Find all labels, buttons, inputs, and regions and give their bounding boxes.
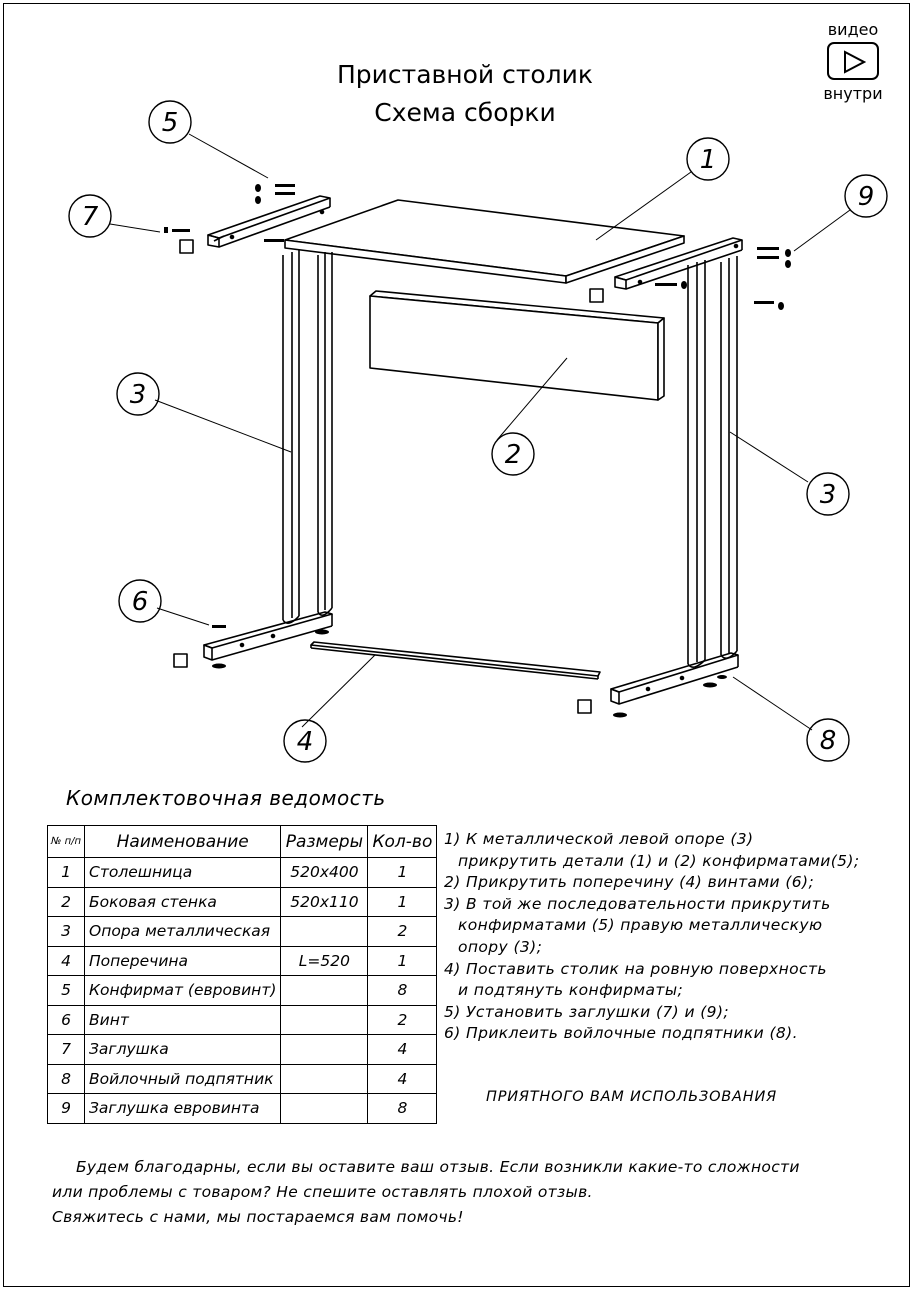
row-qty: 2 bbox=[368, 917, 437, 947]
row-size bbox=[281, 1064, 368, 1094]
row-qty: 1 bbox=[368, 887, 437, 917]
assembly-instructions bbox=[444, 829, 859, 1045]
spec-row bbox=[48, 946, 437, 976]
callout-6: 6 bbox=[131, 587, 149, 617]
row-name: Опора металлическая bbox=[85, 917, 281, 947]
callout-4: 4 bbox=[296, 727, 314, 757]
row-qty: 4 bbox=[368, 1035, 437, 1065]
row-qty: 2 bbox=[368, 1005, 437, 1035]
row-number: 7 bbox=[48, 1035, 85, 1065]
row-name: Войлочный подпятник bbox=[85, 1064, 281, 1094]
row-size: 520x400 bbox=[281, 858, 368, 888]
row-number: 8 bbox=[48, 1064, 85, 1094]
row-number: 6 bbox=[48, 1005, 85, 1035]
row-size bbox=[281, 917, 368, 947]
side-panel-part bbox=[370, 291, 664, 400]
instruction-line: конфирматами (5) правую металлическую bbox=[458, 916, 823, 935]
row-name: Винт bbox=[85, 1005, 281, 1035]
row-qty: 8 bbox=[368, 976, 437, 1006]
title-line-2: Схема сборки bbox=[374, 98, 556, 127]
callout-5: 5 bbox=[161, 108, 179, 138]
callout-1: 1 bbox=[699, 145, 717, 175]
spec-header-row bbox=[48, 826, 437, 858]
callout-7: 7 bbox=[81, 202, 99, 232]
col-header-number: № п/п bbox=[48, 826, 85, 858]
callout-2: 2 bbox=[504, 440, 522, 470]
row-size bbox=[281, 976, 368, 1006]
row-size bbox=[281, 1005, 368, 1035]
row-name: Заглушка евровинта bbox=[85, 1094, 281, 1124]
spec-row bbox=[48, 917, 437, 947]
instruction-line: 2) Прикрутить поперечину (4) винтами (6); bbox=[444, 873, 815, 892]
spec-row bbox=[48, 1094, 437, 1124]
row-number: 1 bbox=[48, 858, 85, 888]
row-size: 520x110 bbox=[281, 887, 368, 917]
video-label-bottom: внутри bbox=[823, 84, 883, 103]
video-label-top: видео bbox=[827, 20, 879, 39]
instruction-line: и подтянуть конфирматы; bbox=[458, 981, 684, 1000]
spec-row bbox=[48, 976, 437, 1006]
spec-title: Комплектовочная ведомость bbox=[66, 786, 386, 810]
row-name: Конфирмат (евровинт) bbox=[85, 976, 281, 1006]
row-qty: 1 bbox=[368, 946, 437, 976]
instruction-line: 6) Приклеить войлочные подпятники (8). bbox=[444, 1024, 798, 1043]
row-number: 4 bbox=[48, 946, 85, 976]
row-size bbox=[281, 1094, 368, 1124]
row-qty: 1 bbox=[368, 858, 437, 888]
spec-row bbox=[48, 1035, 437, 1065]
row-number: 2 bbox=[48, 887, 85, 917]
instruction-line: опору (3); bbox=[458, 937, 543, 956]
row-size: L=520 bbox=[281, 946, 368, 976]
left-support-part bbox=[204, 196, 332, 660]
instruction-line: 1) К металлической левой опоре (3) bbox=[444, 830, 754, 848]
closing-message: ПРИЯТНОГО ВАМ ИСПОЛЬЗОВАНИЯ bbox=[486, 1089, 777, 1105]
instruction-line: прикрутить детали (1) и (2) конфирматами(5); bbox=[458, 851, 860, 870]
spec-row bbox=[48, 1005, 437, 1035]
callout-9: 9 bbox=[857, 182, 875, 212]
col-header-size: Размеры bbox=[281, 826, 368, 858]
row-name: Поперечина bbox=[85, 946, 281, 976]
spec-row bbox=[48, 1064, 437, 1094]
feedback-line-2: или проблемы с товаром? Не спешите оставлять плохой отзыв. bbox=[52, 1183, 593, 1201]
callout-8: 8 bbox=[819, 726, 837, 756]
feedback-line-1: Будем благодарны, если вы оставите ваш отзыв. Если возникли какие-то сложности bbox=[76, 1158, 800, 1176]
callout-3-left: 3 bbox=[129, 380, 147, 410]
row-number: 9 bbox=[48, 1094, 85, 1124]
feedback-note bbox=[52, 1155, 800, 1230]
tabletop-part bbox=[285, 200, 684, 283]
title-line-1: Приставной столик bbox=[336, 60, 594, 89]
row-name: Боковая стенка bbox=[85, 887, 281, 917]
col-header-qty: Кол-во bbox=[368, 826, 437, 858]
row-number: 3 bbox=[48, 917, 85, 947]
row-qty: 8 bbox=[368, 1094, 437, 1124]
row-number: 5 bbox=[48, 976, 85, 1006]
spec-table bbox=[47, 825, 437, 1124]
spec-row bbox=[48, 858, 437, 888]
right-support-part bbox=[611, 238, 742, 704]
feedback-line-3: Свяжитесь с нами, мы постараемся вам помочь! bbox=[52, 1208, 464, 1226]
spec-row bbox=[48, 887, 437, 917]
instruction-line: 4) Поставить столик на ровную поверхность bbox=[444, 959, 827, 978]
row-name: Столешница bbox=[85, 858, 281, 888]
callout-3-right: 3 bbox=[819, 480, 837, 510]
row-name: Заглушка bbox=[85, 1035, 281, 1065]
instruction-line: 3) В той же последовательности прикрутить bbox=[444, 894, 831, 913]
col-header-name: Наименование bbox=[85, 826, 281, 858]
row-qty: 4 bbox=[368, 1064, 437, 1094]
crossbar-part bbox=[311, 642, 600, 679]
row-size bbox=[281, 1035, 368, 1065]
instruction-line: 5) Установить заглушки (7) и (9); bbox=[444, 1002, 730, 1021]
